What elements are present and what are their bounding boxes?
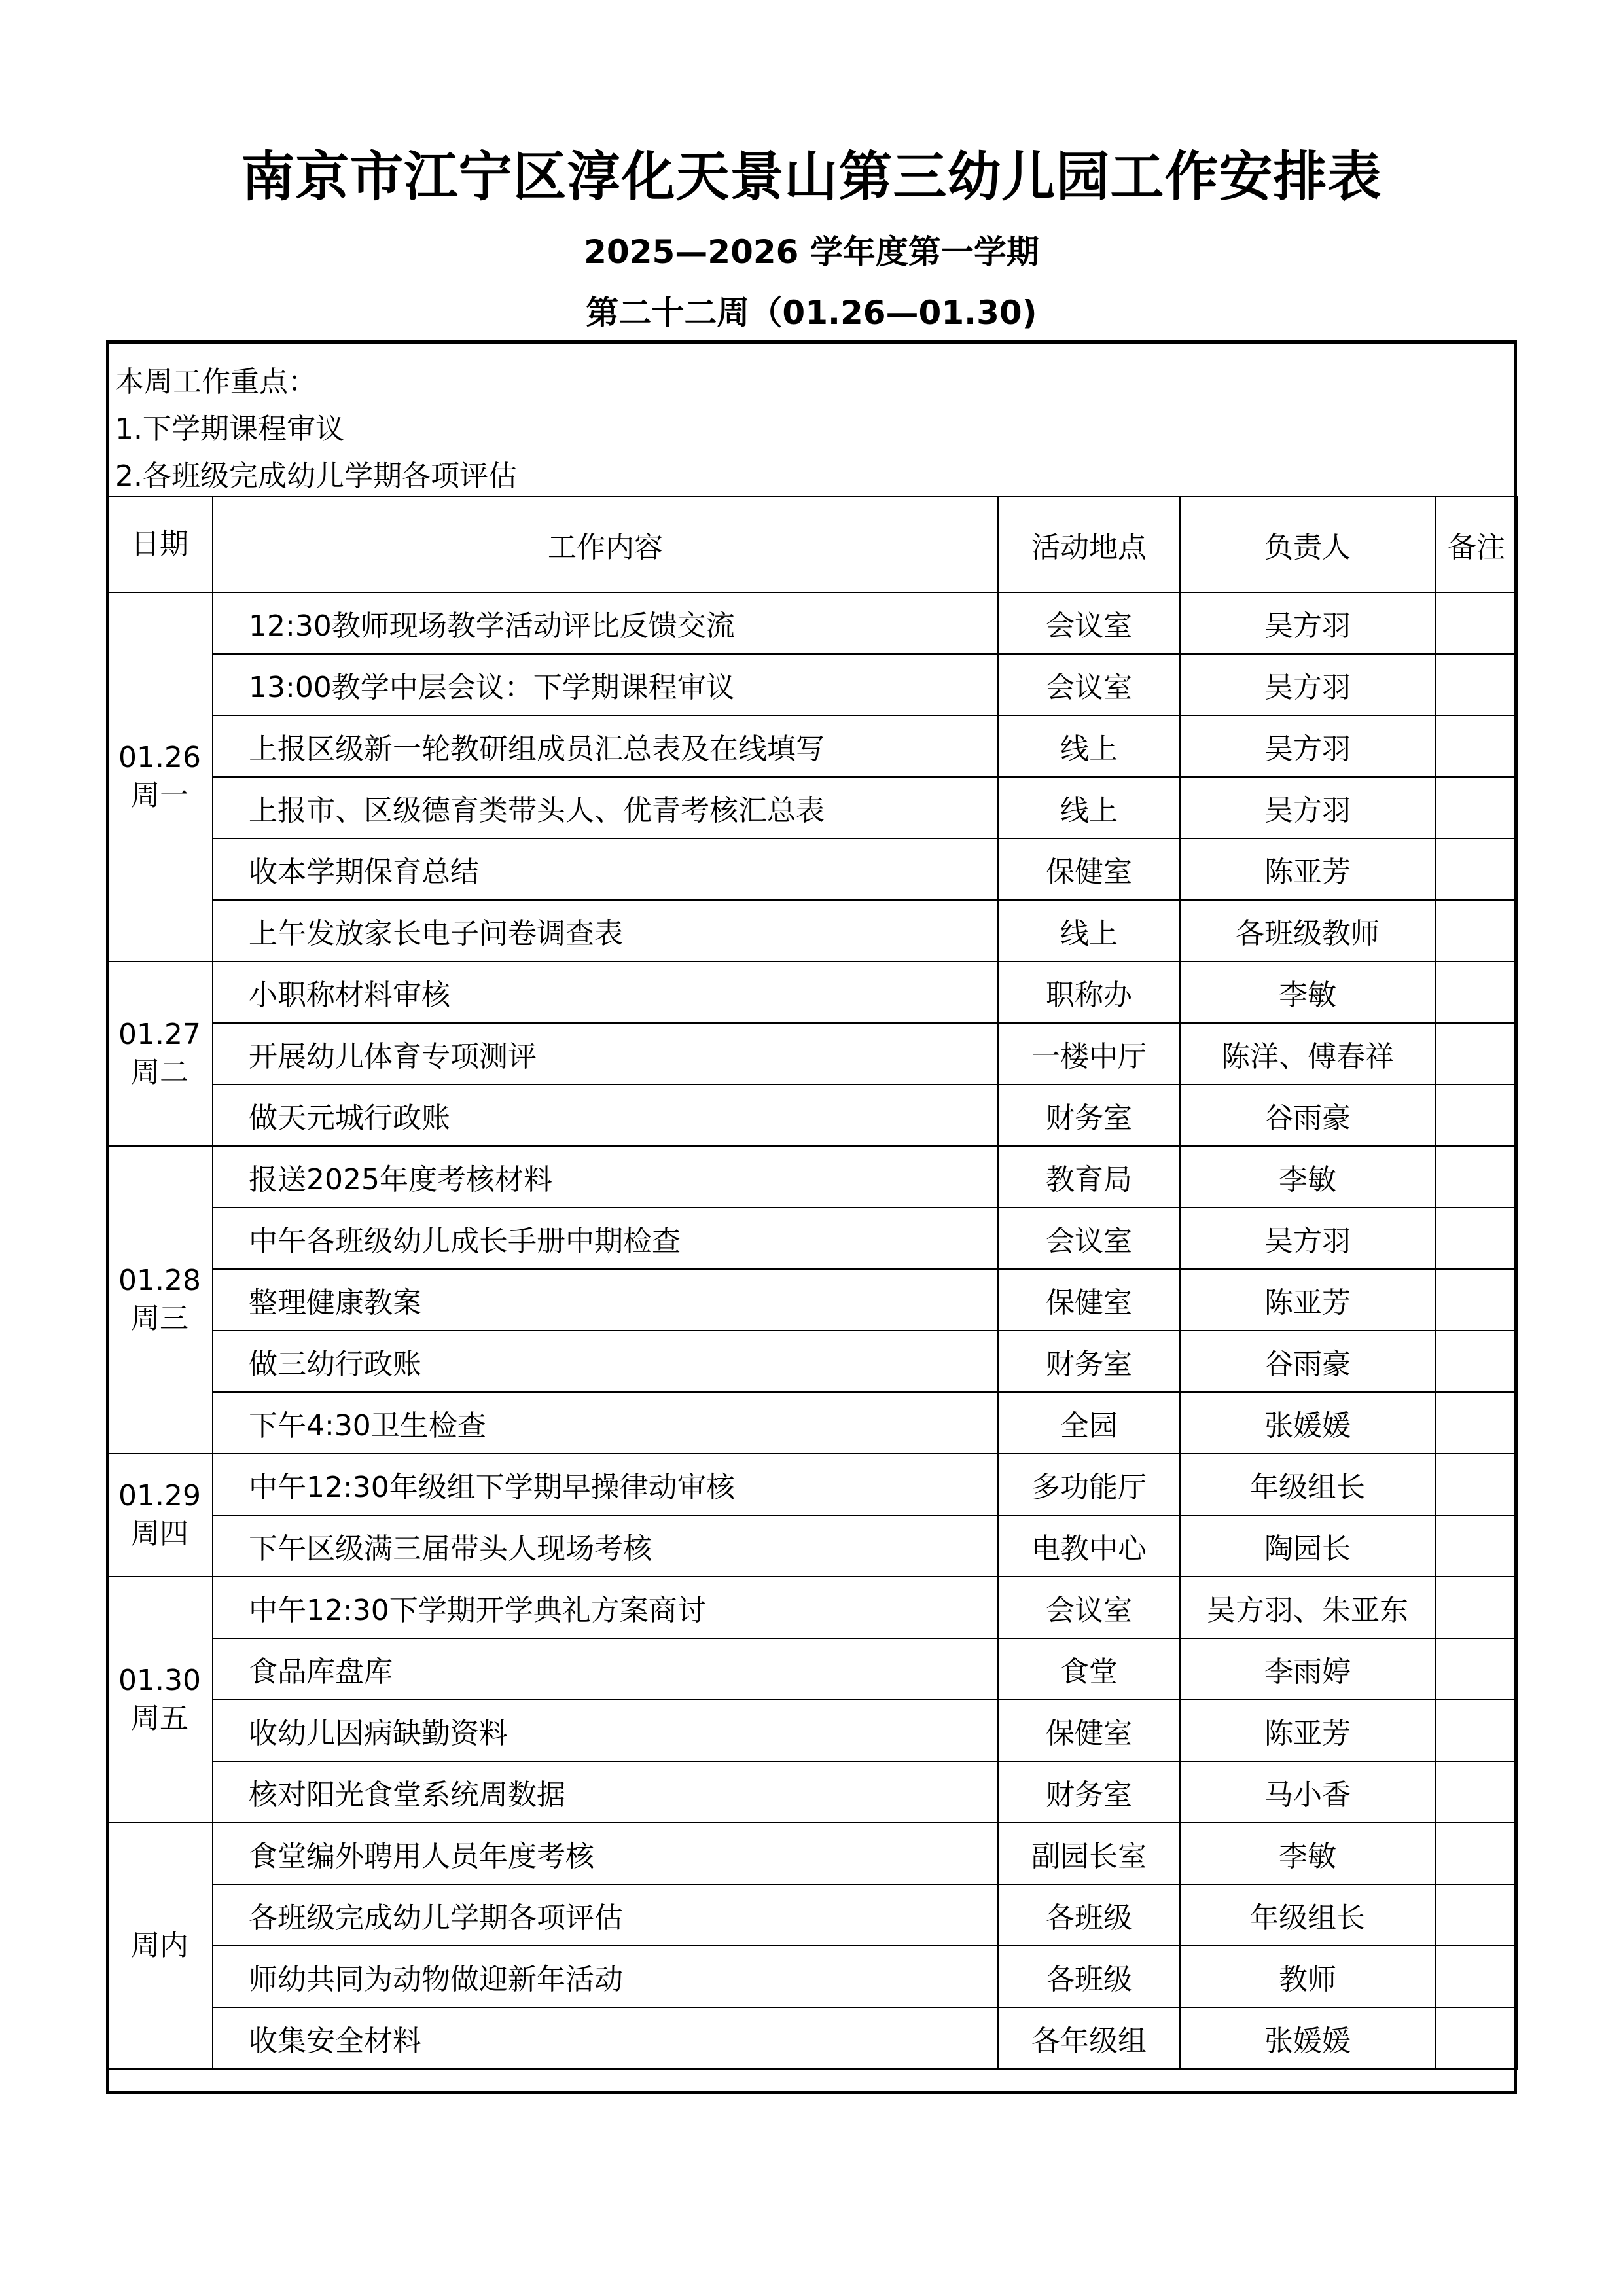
weekday-value: 周五 bbox=[131, 1702, 188, 1735]
table-row bbox=[107, 1823, 1518, 1884]
weekday-value: 周四 bbox=[131, 1517, 188, 1551]
header-date: 日期 bbox=[107, 497, 213, 592]
place-cell: 各班级 bbox=[998, 1884, 1180, 1946]
note-cell bbox=[1435, 715, 1518, 777]
content-cell: 收幼儿因病缺勤资料 bbox=[213, 1700, 998, 1761]
note-cell bbox=[1435, 838, 1518, 900]
table-row bbox=[107, 2007, 1518, 2069]
note-cell bbox=[1435, 1700, 1518, 1761]
place-cell: 线上 bbox=[998, 900, 1180, 961]
date-cell bbox=[107, 1454, 213, 1577]
note-cell bbox=[1435, 1085, 1518, 1146]
owner-cell: 李敏 bbox=[1180, 1146, 1435, 1208]
content-cell: 13:00教学中层会议：下学期课程审议 bbox=[213, 654, 998, 715]
table-row bbox=[107, 838, 1518, 900]
place-cell: 一楼中厅 bbox=[998, 1023, 1180, 1085]
week-range: 第二十二周（01.26—01.30) bbox=[586, 294, 1037, 332]
content-cell: 上午发放家长电子问卷调查表 bbox=[213, 900, 998, 961]
note-cell bbox=[1435, 1946, 1518, 2007]
header-owner: 负责人 bbox=[1180, 497, 1435, 592]
content-cell: 食堂编外聘用人员年度考核 bbox=[213, 1823, 998, 1884]
place-cell: 财务室 bbox=[998, 1085, 1180, 1146]
content-cell: 做三幼行政账 bbox=[213, 1331, 998, 1392]
table-row bbox=[107, 1638, 1518, 1700]
date-value: 01.28 bbox=[118, 1264, 201, 1297]
owner-cell: 陈亚芳 bbox=[1180, 838, 1435, 900]
note-cell bbox=[1435, 777, 1518, 838]
date-cell bbox=[107, 1146, 213, 1454]
place-cell: 财务室 bbox=[998, 1761, 1180, 1823]
table-row bbox=[107, 1023, 1518, 1085]
place-cell: 财务室 bbox=[998, 1331, 1180, 1392]
page-title: 南京市江宁区淳化天景山第三幼儿园工作安排表 bbox=[241, 146, 1382, 208]
note-cell bbox=[1435, 1331, 1518, 1392]
weekly-focus-item: 1.下学期课程审议 bbox=[115, 412, 344, 446]
content-cell: 中午各班级幼儿成长手册中期检查 bbox=[213, 1208, 998, 1269]
owner-cell: 吴方羽 bbox=[1180, 1208, 1435, 1269]
date-cell bbox=[107, 1577, 213, 1823]
content-cell: 食品库盘库 bbox=[213, 1638, 998, 1700]
table-row bbox=[107, 900, 1518, 961]
note-cell bbox=[1435, 1761, 1518, 1823]
owner-cell: 马小香 bbox=[1180, 1761, 1435, 1823]
place-cell: 职称办 bbox=[998, 961, 1180, 1023]
place-cell: 多功能厅 bbox=[998, 1454, 1180, 1515]
content-cell: 各班级完成幼儿学期各项评估 bbox=[213, 1884, 998, 1946]
owner-cell: 李敏 bbox=[1180, 1823, 1435, 1884]
note-cell bbox=[1435, 1269, 1518, 1331]
owner-cell: 陈洋、傅春祥 bbox=[1180, 1023, 1435, 1085]
weekly-focus bbox=[115, 359, 517, 500]
content-cell: 开展幼儿体育专项测评 bbox=[213, 1023, 998, 1085]
place-cell: 会议室 bbox=[998, 592, 1180, 654]
place-cell: 线上 bbox=[998, 715, 1180, 777]
weekday-value: 周一 bbox=[131, 779, 188, 812]
weekday-value: 周二 bbox=[131, 1056, 188, 1089]
table-row bbox=[107, 1515, 1518, 1577]
place-cell: 保健室 bbox=[998, 1269, 1180, 1331]
owner-cell: 吴方羽 bbox=[1180, 592, 1435, 654]
content-cell: 上报区级新一轮教研组成员汇总表及在线填写 bbox=[213, 715, 998, 777]
owner-cell: 吴方羽、朱亚东 bbox=[1180, 1577, 1435, 1638]
owner-cell: 陈亚芳 bbox=[1180, 1269, 1435, 1331]
table-row bbox=[107, 1392, 1518, 1454]
note-cell bbox=[1435, 1023, 1518, 1085]
schedule-table bbox=[106, 496, 1518, 2070]
owner-cell: 张媛媛 bbox=[1180, 2007, 1435, 2069]
content-cell: 上报市、区级德育类带头人、优青考核汇总表 bbox=[213, 777, 998, 838]
place-cell: 会议室 bbox=[998, 1577, 1180, 1638]
content-cell: 下午区级满三届带头人现场考核 bbox=[213, 1515, 998, 1577]
content-cell: 报送2025年度考核材料 bbox=[213, 1146, 998, 1208]
content-cell: 核对阳光食堂系统周数据 bbox=[213, 1761, 998, 1823]
owner-cell: 谷雨豪 bbox=[1180, 1085, 1435, 1146]
note-cell bbox=[1435, 1454, 1518, 1515]
content-cell: 下午4:30卫生检查 bbox=[213, 1392, 998, 1454]
place-cell: 各班级 bbox=[998, 1946, 1180, 2007]
date-value: 01.27 bbox=[118, 1018, 201, 1051]
place-cell: 线上 bbox=[998, 777, 1180, 838]
date-value: 01.26 bbox=[118, 741, 201, 774]
place-cell: 各年级组 bbox=[998, 2007, 1180, 2069]
table-row bbox=[107, 1761, 1518, 1823]
table-row bbox=[107, 654, 1518, 715]
owner-cell: 吴方羽 bbox=[1180, 715, 1435, 777]
semester-subtitle: 2025—2026 学年度第一学期 bbox=[584, 233, 1039, 271]
weekly-focus-label: 本周工作重点： bbox=[115, 365, 317, 399]
schedule-body bbox=[107, 592, 1518, 2069]
note-cell bbox=[1435, 1638, 1518, 1700]
note-cell bbox=[1435, 1515, 1518, 1577]
date-cell bbox=[107, 592, 213, 961]
date-value: 01.29 bbox=[118, 1479, 201, 1513]
weekday-value: 周内 bbox=[131, 1929, 188, 1962]
owner-cell: 吴方羽 bbox=[1180, 654, 1435, 715]
content-cell: 收本学期保育总结 bbox=[213, 838, 998, 900]
table-row bbox=[107, 592, 1518, 654]
owner-cell: 张媛媛 bbox=[1180, 1392, 1435, 1454]
place-cell: 教育局 bbox=[998, 1146, 1180, 1208]
owner-cell: 陶园长 bbox=[1180, 1515, 1435, 1577]
owner-cell: 教师 bbox=[1180, 1946, 1435, 2007]
owner-cell: 各班级教师 bbox=[1180, 900, 1435, 961]
note-cell bbox=[1435, 1146, 1518, 1208]
place-cell: 保健室 bbox=[998, 1700, 1180, 1761]
note-cell bbox=[1435, 592, 1518, 654]
date-cell bbox=[107, 961, 213, 1146]
date-cell bbox=[107, 1823, 213, 2069]
table-row bbox=[107, 715, 1518, 777]
note-cell bbox=[1435, 1577, 1518, 1638]
note-cell bbox=[1435, 654, 1518, 715]
note-cell bbox=[1435, 2007, 1518, 2069]
weekly-focus-item: 2.各班级完成幼儿学期各项评估 bbox=[115, 459, 517, 493]
place-cell: 全园 bbox=[998, 1392, 1180, 1454]
owner-cell: 李雨婷 bbox=[1180, 1638, 1435, 1700]
place-cell: 电教中心 bbox=[998, 1515, 1180, 1577]
table-row bbox=[107, 1146, 1518, 1208]
note-cell bbox=[1435, 1884, 1518, 1946]
note-cell bbox=[1435, 1208, 1518, 1269]
owner-cell: 陈亚芳 bbox=[1180, 1700, 1435, 1761]
weekday-value: 周三 bbox=[131, 1302, 188, 1335]
place-cell: 保健室 bbox=[998, 838, 1180, 900]
note-cell bbox=[1435, 900, 1518, 961]
place-cell: 会议室 bbox=[998, 1208, 1180, 1269]
note-cell bbox=[1435, 1823, 1518, 1884]
table-row bbox=[107, 1085, 1518, 1146]
owner-cell: 年级组长 bbox=[1180, 1884, 1435, 1946]
header-note: 备注 bbox=[1435, 497, 1518, 592]
content-cell: 收集安全材料 bbox=[213, 2007, 998, 2069]
table-row bbox=[107, 1269, 1518, 1331]
table-row bbox=[107, 1454, 1518, 1515]
content-cell: 整理健康教案 bbox=[213, 1269, 998, 1331]
owner-cell: 年级组长 bbox=[1180, 1454, 1435, 1515]
place-cell: 食堂 bbox=[998, 1638, 1180, 1700]
owner-cell: 吴方羽 bbox=[1180, 777, 1435, 838]
note-cell bbox=[1435, 1392, 1518, 1454]
place-cell: 副园长室 bbox=[998, 1823, 1180, 1884]
date-value: 01.30 bbox=[118, 1664, 201, 1697]
table-row bbox=[107, 777, 1518, 838]
table-row bbox=[107, 961, 1518, 1023]
table-row bbox=[107, 1577, 1518, 1638]
content-cell: 中午12:30年级组下学期早操律动审核 bbox=[213, 1454, 998, 1515]
table-header-row bbox=[107, 497, 1518, 592]
table-row bbox=[107, 1884, 1518, 1946]
owner-cell: 李敏 bbox=[1180, 961, 1435, 1023]
table-row bbox=[107, 1946, 1518, 2007]
content-cell: 做天元城行政账 bbox=[213, 1085, 998, 1146]
table-row bbox=[107, 1208, 1518, 1269]
owner-cell: 谷雨豪 bbox=[1180, 1331, 1435, 1392]
table-row bbox=[107, 1331, 1518, 1392]
header-place: 活动地点 bbox=[998, 497, 1180, 592]
content-cell: 师幼共同为动物做迎新年活动 bbox=[213, 1946, 998, 2007]
content-cell: 中午12:30下学期开学典礼方案商讨 bbox=[213, 1577, 998, 1638]
place-cell: 会议室 bbox=[998, 654, 1180, 715]
header-content: 工作内容 bbox=[213, 497, 998, 592]
content-cell: 12:30教师现场教学活动评比反馈交流 bbox=[213, 592, 998, 654]
content-cell: 小职称材料审核 bbox=[213, 961, 998, 1023]
table-row bbox=[107, 1700, 1518, 1761]
note-cell bbox=[1435, 961, 1518, 1023]
